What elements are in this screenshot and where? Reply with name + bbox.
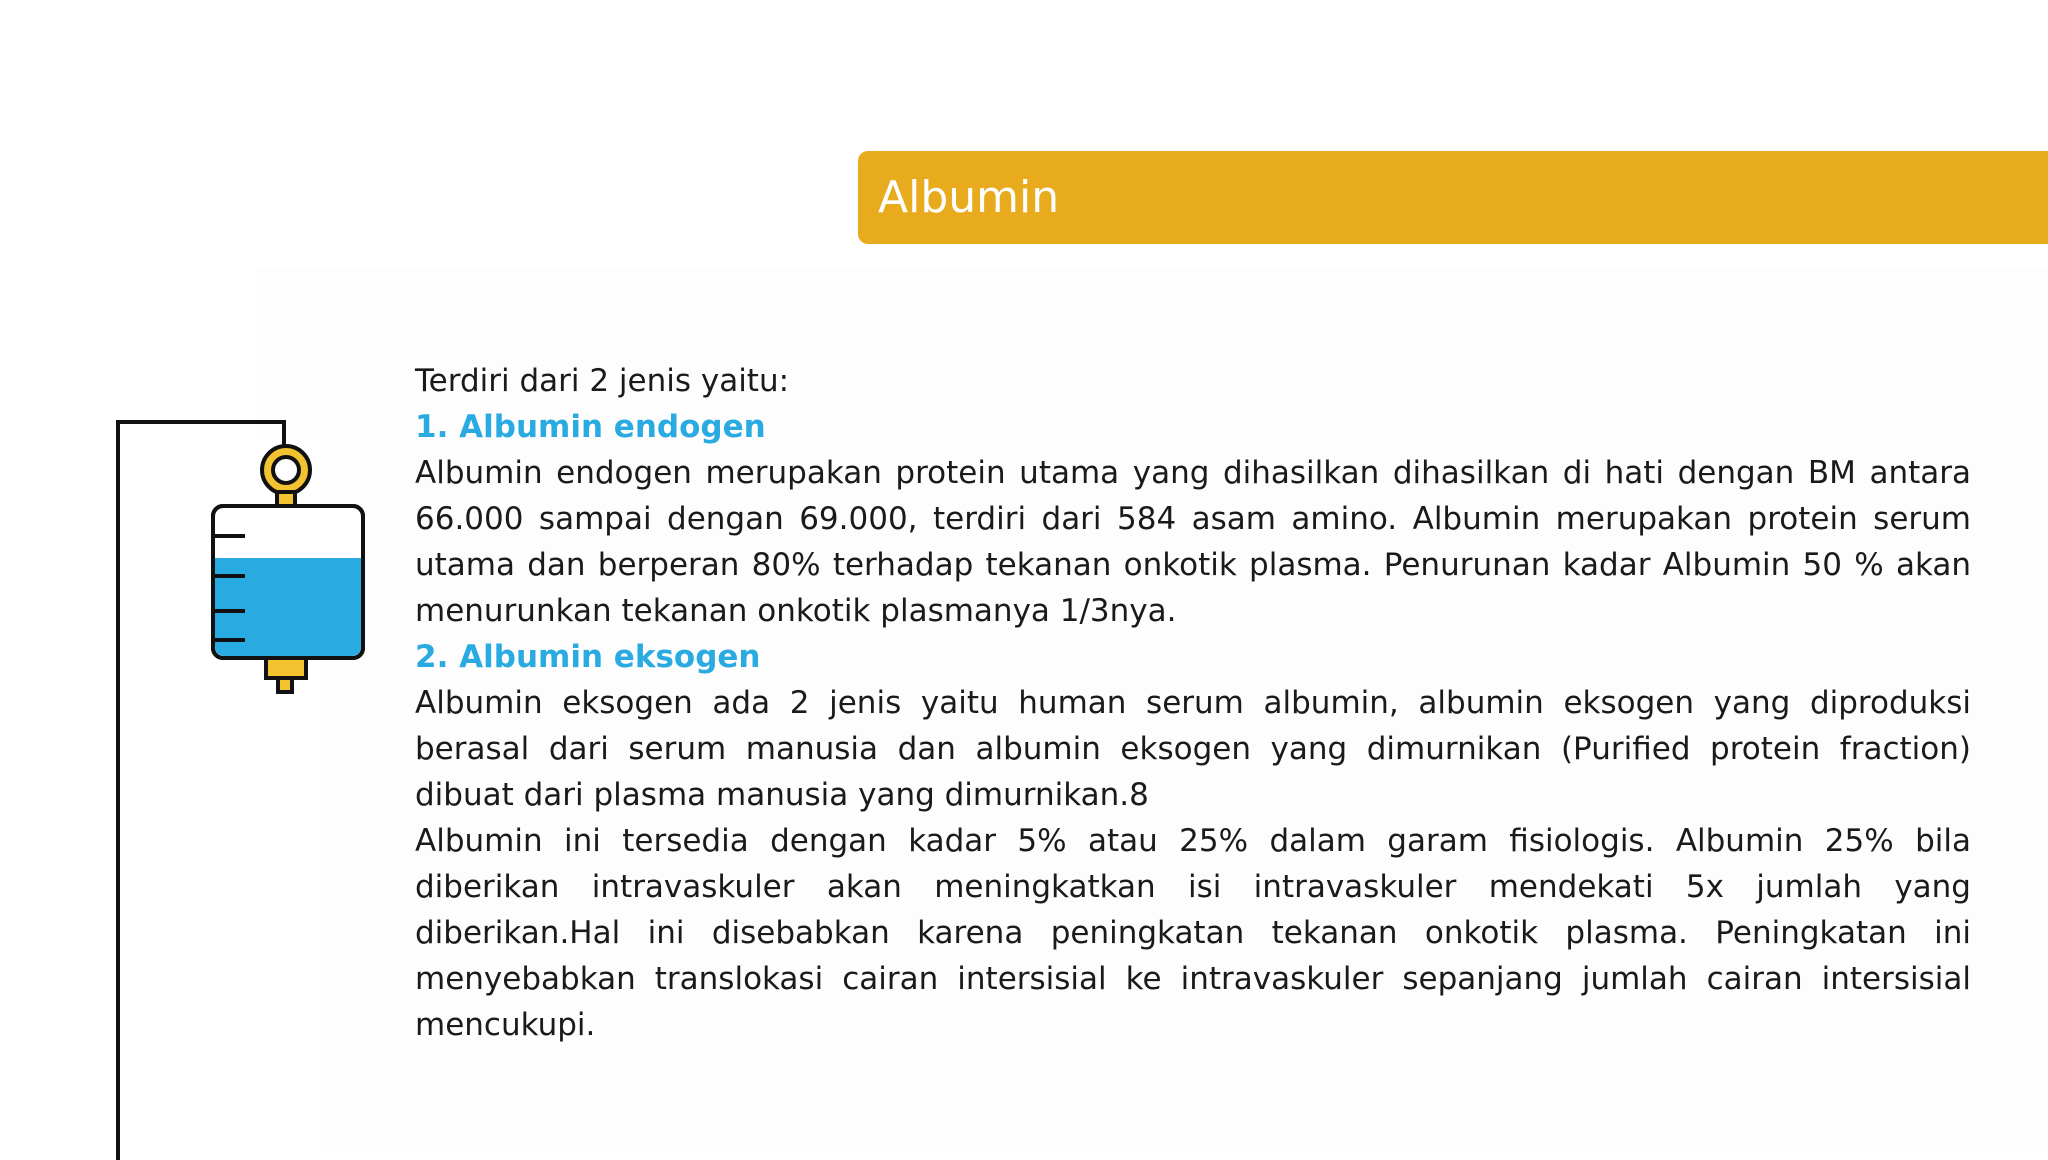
body-text [415,358,1971,1048]
section-heading-eksogen: 2. Albumin eksogen [415,639,761,675]
section-paragraph-endogen: Albumin endogen merupakan protein utama yang dihasilkan dihasilkan di hati dengan BM antara 66.000 sampai dengan 69.000, terdiri dari 584 asam amino. Albumin merupakan protein serum utama dan berperan 80% terhadap tekanan onkotik plasma. Penurunan kadar Albumin 50 % akan menurunkan tekanan onkotik plasmanya 1/3nya. [415,455,1971,629]
intro-text: Terdiri dari 2 jenis yaitu: [415,363,790,399]
iv-bag-icon [200,428,380,708]
section-paragraph-eksogen-1: Albumin eksogen ada 2 jenis yaitu human serum albumin, albumin eksogen yang diproduksi berasal dari serum manusia dan albumin eksogen yang dimurnikan (Purified protein fraction) dibuat dari plasma manusia yang dimurnikan.8 [415,685,1971,813]
slide-title: Albumin [878,172,1060,223]
title-bar [858,151,2048,244]
section-paragraph-eksogen-2: Albumin ini tersedia dengan kadar 5% atau 25% dalam garam fisiologis. Albumin 25% bila diberikan intravaskuler akan meningkatkan isi intravaskuler mendekati 5x jumlah yang diberikan.Hal ini disebabkan karena peningkatan tekanan onkotik plasma. Peningkatan ini menyebabkan translokasi cairan intersisial ke intravaskuler sepanjang jumlah cairan intersisial mencukupi. [415,823,1971,1043]
section-heading-endogen: 1. Albumin endogen [415,409,766,445]
